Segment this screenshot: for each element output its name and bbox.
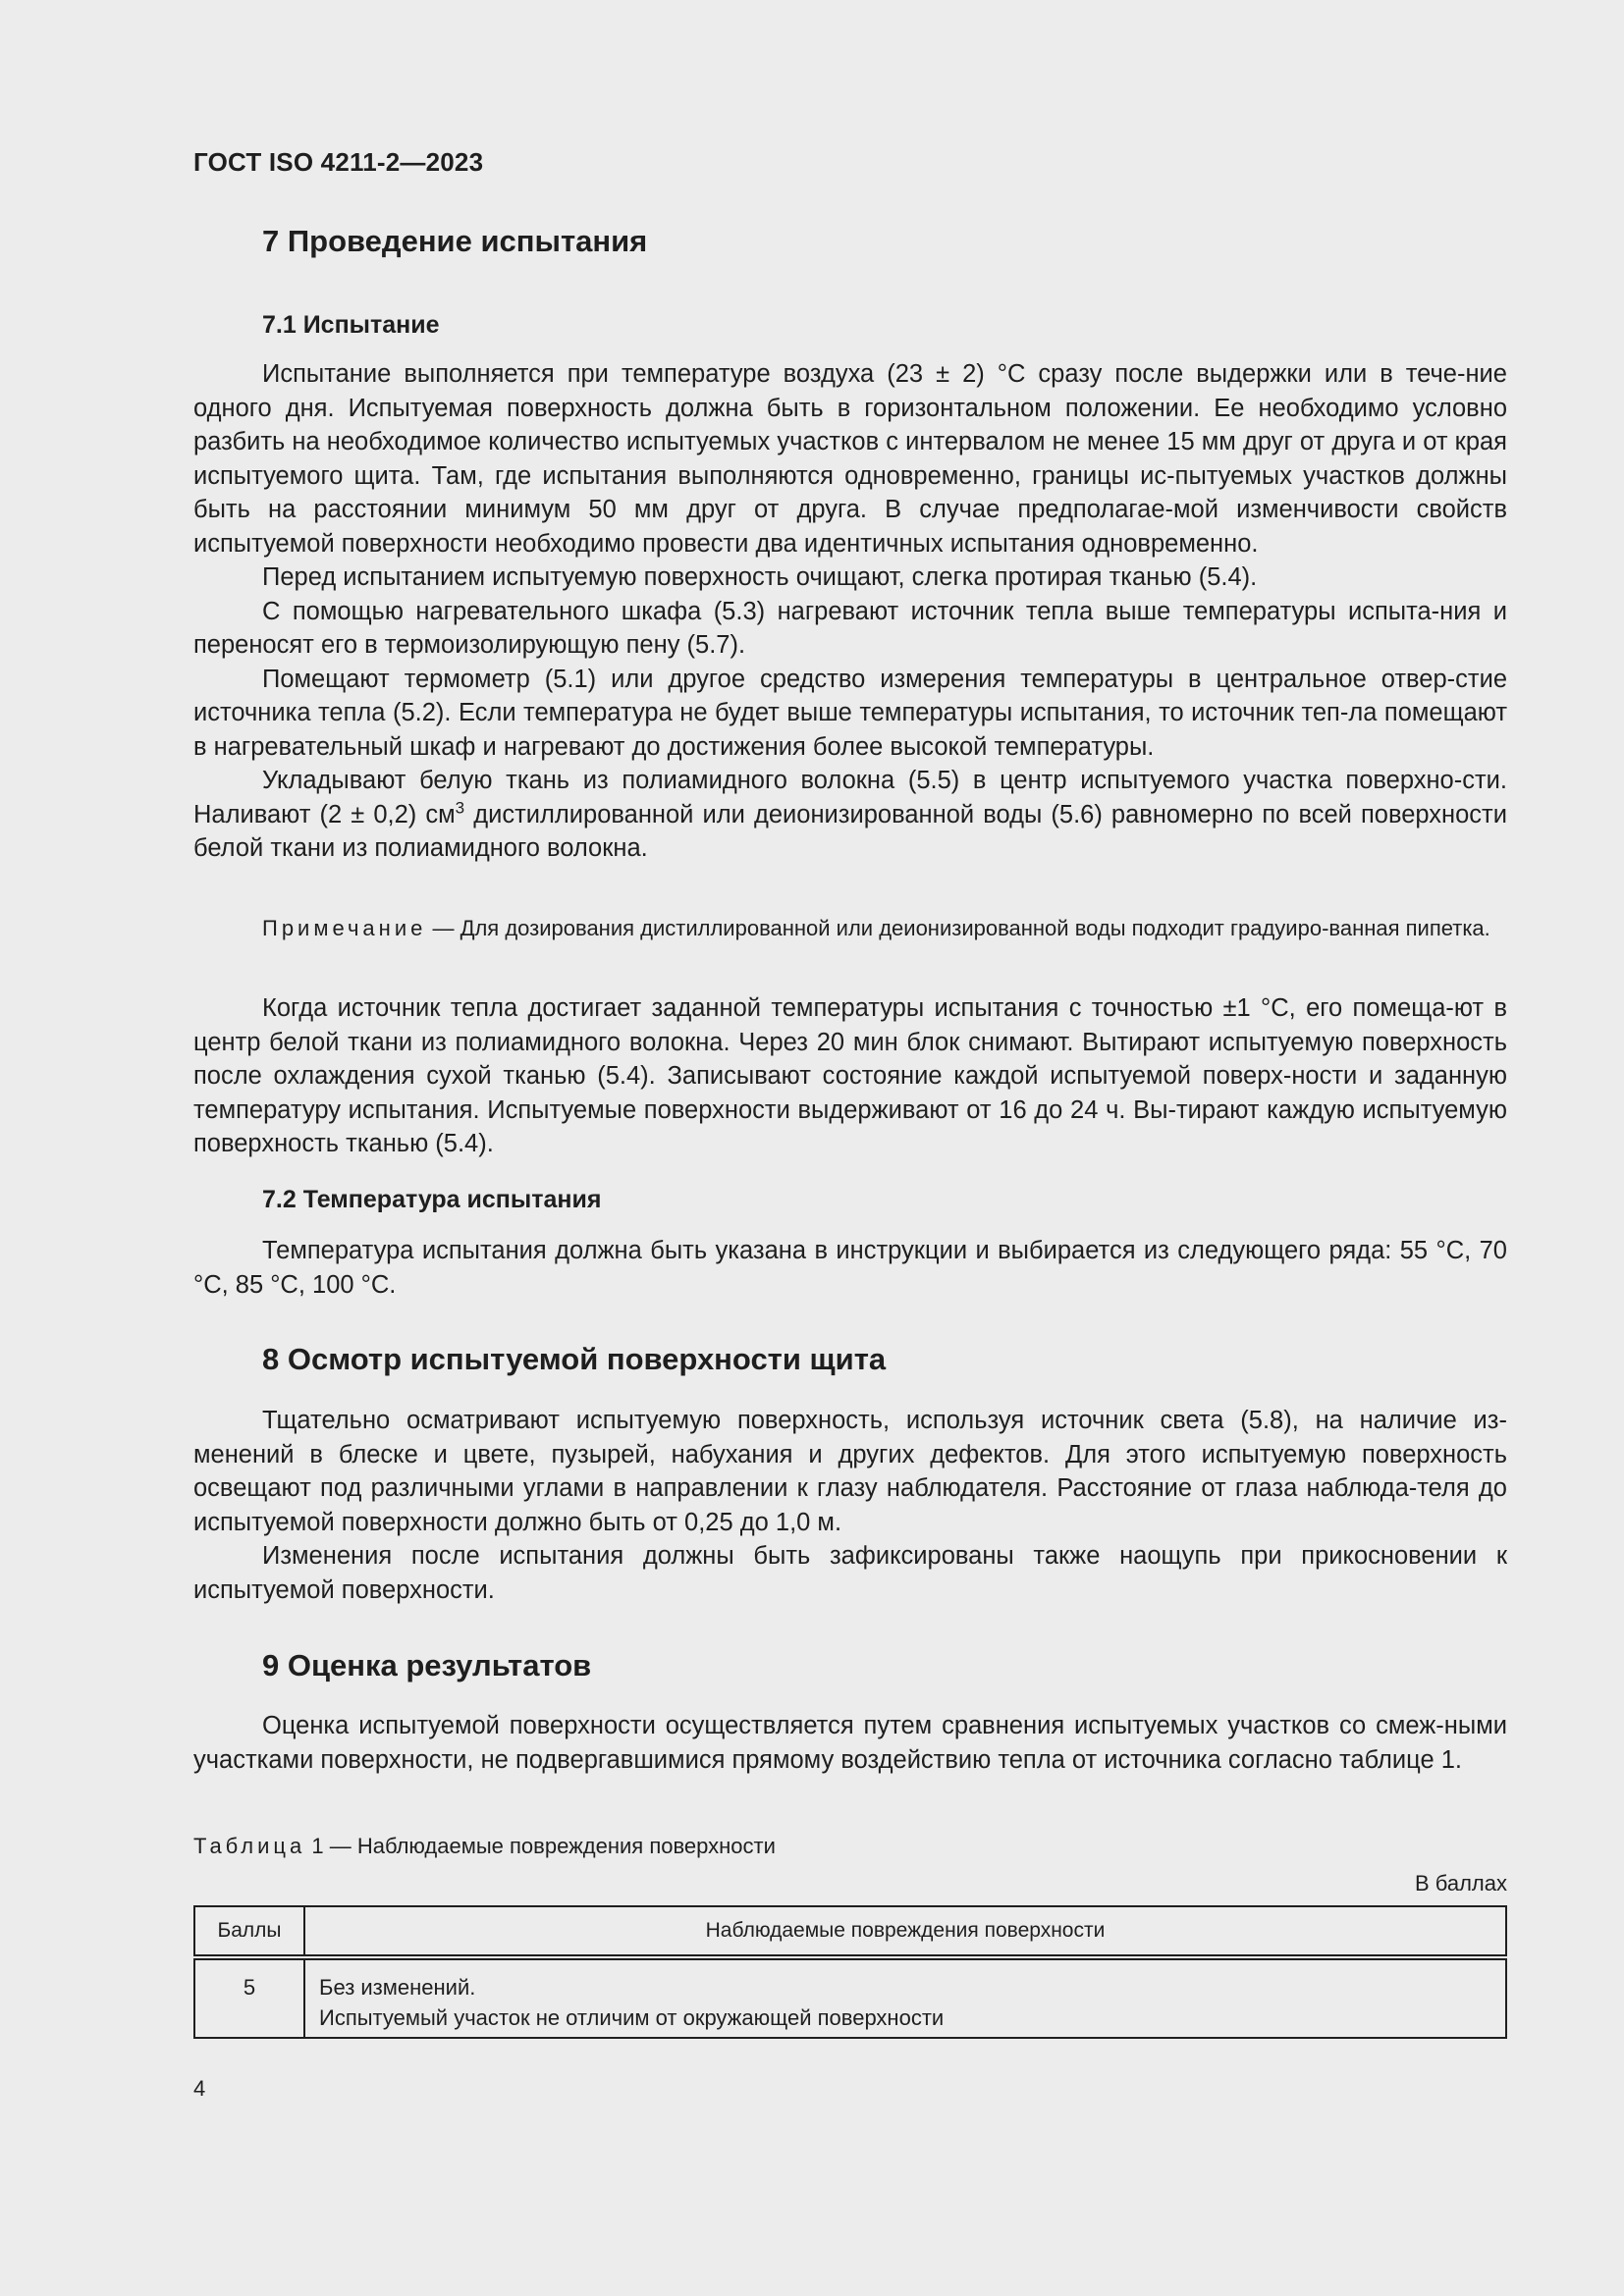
paragraph: Изменения после испытания должны быть зафиксированы также наощупь при прикосновении к испытуемой поверхности. xyxy=(193,1542,1507,1604)
paragraph: Температура испытания должна быть указана в инструкции и выбирается из следующего ряда: 55 °С, 70 °С, 85 °С, 100 °С. xyxy=(193,1237,1507,1299)
table-caption xyxy=(193,1834,776,1859)
column-header-score: Баллы xyxy=(194,1906,304,1957)
paragraph: Оценка испытуемой поверхности осуществляется путем сравнения испытуемых участков со смеж-ными участками поверхности, не подвергавшимися прямому воздействию тепла от источника согласно таблице 1. xyxy=(193,1712,1507,1774)
note xyxy=(193,913,1507,943)
column-header-damage: Наблюдаемые повреждения поверхности xyxy=(304,1906,1506,1957)
document-code: ГОСТ ISO 4211-2—2023 xyxy=(193,147,484,177)
damage-line: Без изменений. xyxy=(319,1975,476,2000)
paragraph: Перед испытанием испытуемую поверхность очищают, слегка протирая тканью (5.4). xyxy=(262,563,1258,591)
paragraph: Когда источник тепла достигает заданной температуры испытания с точностью ±1 °С, его помеща-ют в центр белой ткани из полиамидного волокна. Через 20 мин блок снимают. Вытирают испытуемую поверхность после охлаждения сухой тканью (5.4). Записывают состояние каждой испытуемой поверх-ности и заданную температуру испытания. Испытуемые поверхности выдерживают от 16 до 24 ч. Вы-тирают каждую испытуемую поверхность тканью (5.4). xyxy=(193,994,1507,1157)
section-7-1-title: 7.1 Испытание xyxy=(262,311,440,339)
paragraph: Испытание выполняется при температуре воздуха (23 ± 2) °С сразу после выдержки или в тече-ние одного дня. Испытуемая поверхность должна быть в горизонтальном положении. Ее необходимо условно разбить на необходимое количество испытуемых участков с интервалом не менее 15 мм друг от друга и от края испытуемого щита. Там, где испытания выполняются одновременно, границы ис-пытуемых участков должны быть на расстоянии минимум 50 мм друг от друга. В случае предполагае-мой изменчивости свойств испытуемой поверхности необходимо провести два идентичных испытания одновременно. xyxy=(193,360,1507,558)
paragraph: С помощью нагревательного шкафа (5.3) нагревают источник тепла выше температуры испыта-ния и переносят его в термоизолирующую пену (5.7). xyxy=(193,597,1507,659)
paragraph: Тщательно осматривают испытуемую поверхность, используя источник света (5.8), на наличие из-менений в блеске и цвете, пузырей, набухания и других дефектов. Для этого испытуемую поверхность освещают под различными углами в направлении к глазу наблюдателя. Расстояние от глаза наблюда-теля до испытуемой поверхности должно быть от 0,25 до 1,0 м. xyxy=(193,1407,1507,1536)
note-label: Примечание xyxy=(262,916,427,940)
section-9-body xyxy=(193,1709,1507,1777)
section-7-title: 7 Проведение испытания xyxy=(262,224,648,258)
damage-table xyxy=(193,1905,1507,2039)
table-header-row xyxy=(194,1906,1506,1957)
section-7-1-body xyxy=(193,357,1507,866)
section-9-title: 9 Оценка результатов xyxy=(262,1648,592,1682)
section-7-2-body xyxy=(193,1234,1507,1302)
paragraph: Помещают термометр (5.1) или другое средство измерения температуры в центральное отвер-стие источника тепла (5.2). Если температура не будет выше температуры испытания, то источник теп-ла помещают в нагревательный шкаф и нагревают до достижения более высокой температуры. xyxy=(193,665,1507,761)
table-caption-text: 1 — Наблюдаемые повреждения поверхности xyxy=(305,1834,776,1858)
page-number: 4 xyxy=(193,2076,206,2101)
section-8-body xyxy=(193,1404,1507,1607)
section-8-title: 8 Осмотр испытуемой поверхности щита xyxy=(262,1342,887,1376)
section-7-1-body-continued xyxy=(193,991,1507,1161)
damage-line: Испытуемый участок не отличим от окружающей поверхности xyxy=(319,2005,945,2030)
paragraph: Укладывают белую ткань из полиамидного волокна (5.5) в центр испытуемого участка поверхно-сти. Наливают (2 ± 0,2) $см^3$ дистиллированной или деионизированной воды (5.6) равномерно по всей поверхности белой ткани из полиамидного волокна. xyxy=(193,767,1507,862)
section-7-2-title: 7.2 Температура испытания xyxy=(262,1186,602,1213)
table-units: В баллах xyxy=(1414,1871,1507,1896)
score-cell: 5 xyxy=(194,1957,304,2038)
table-row xyxy=(194,1957,1506,2038)
damage-cell xyxy=(304,1957,1506,2038)
table-caption-label: Таблица xyxy=(193,1834,306,1858)
note-text: — Для дозирования дистиллированной или деионизированной воды подходит градуиро-ванная пипетка. xyxy=(426,916,1490,940)
